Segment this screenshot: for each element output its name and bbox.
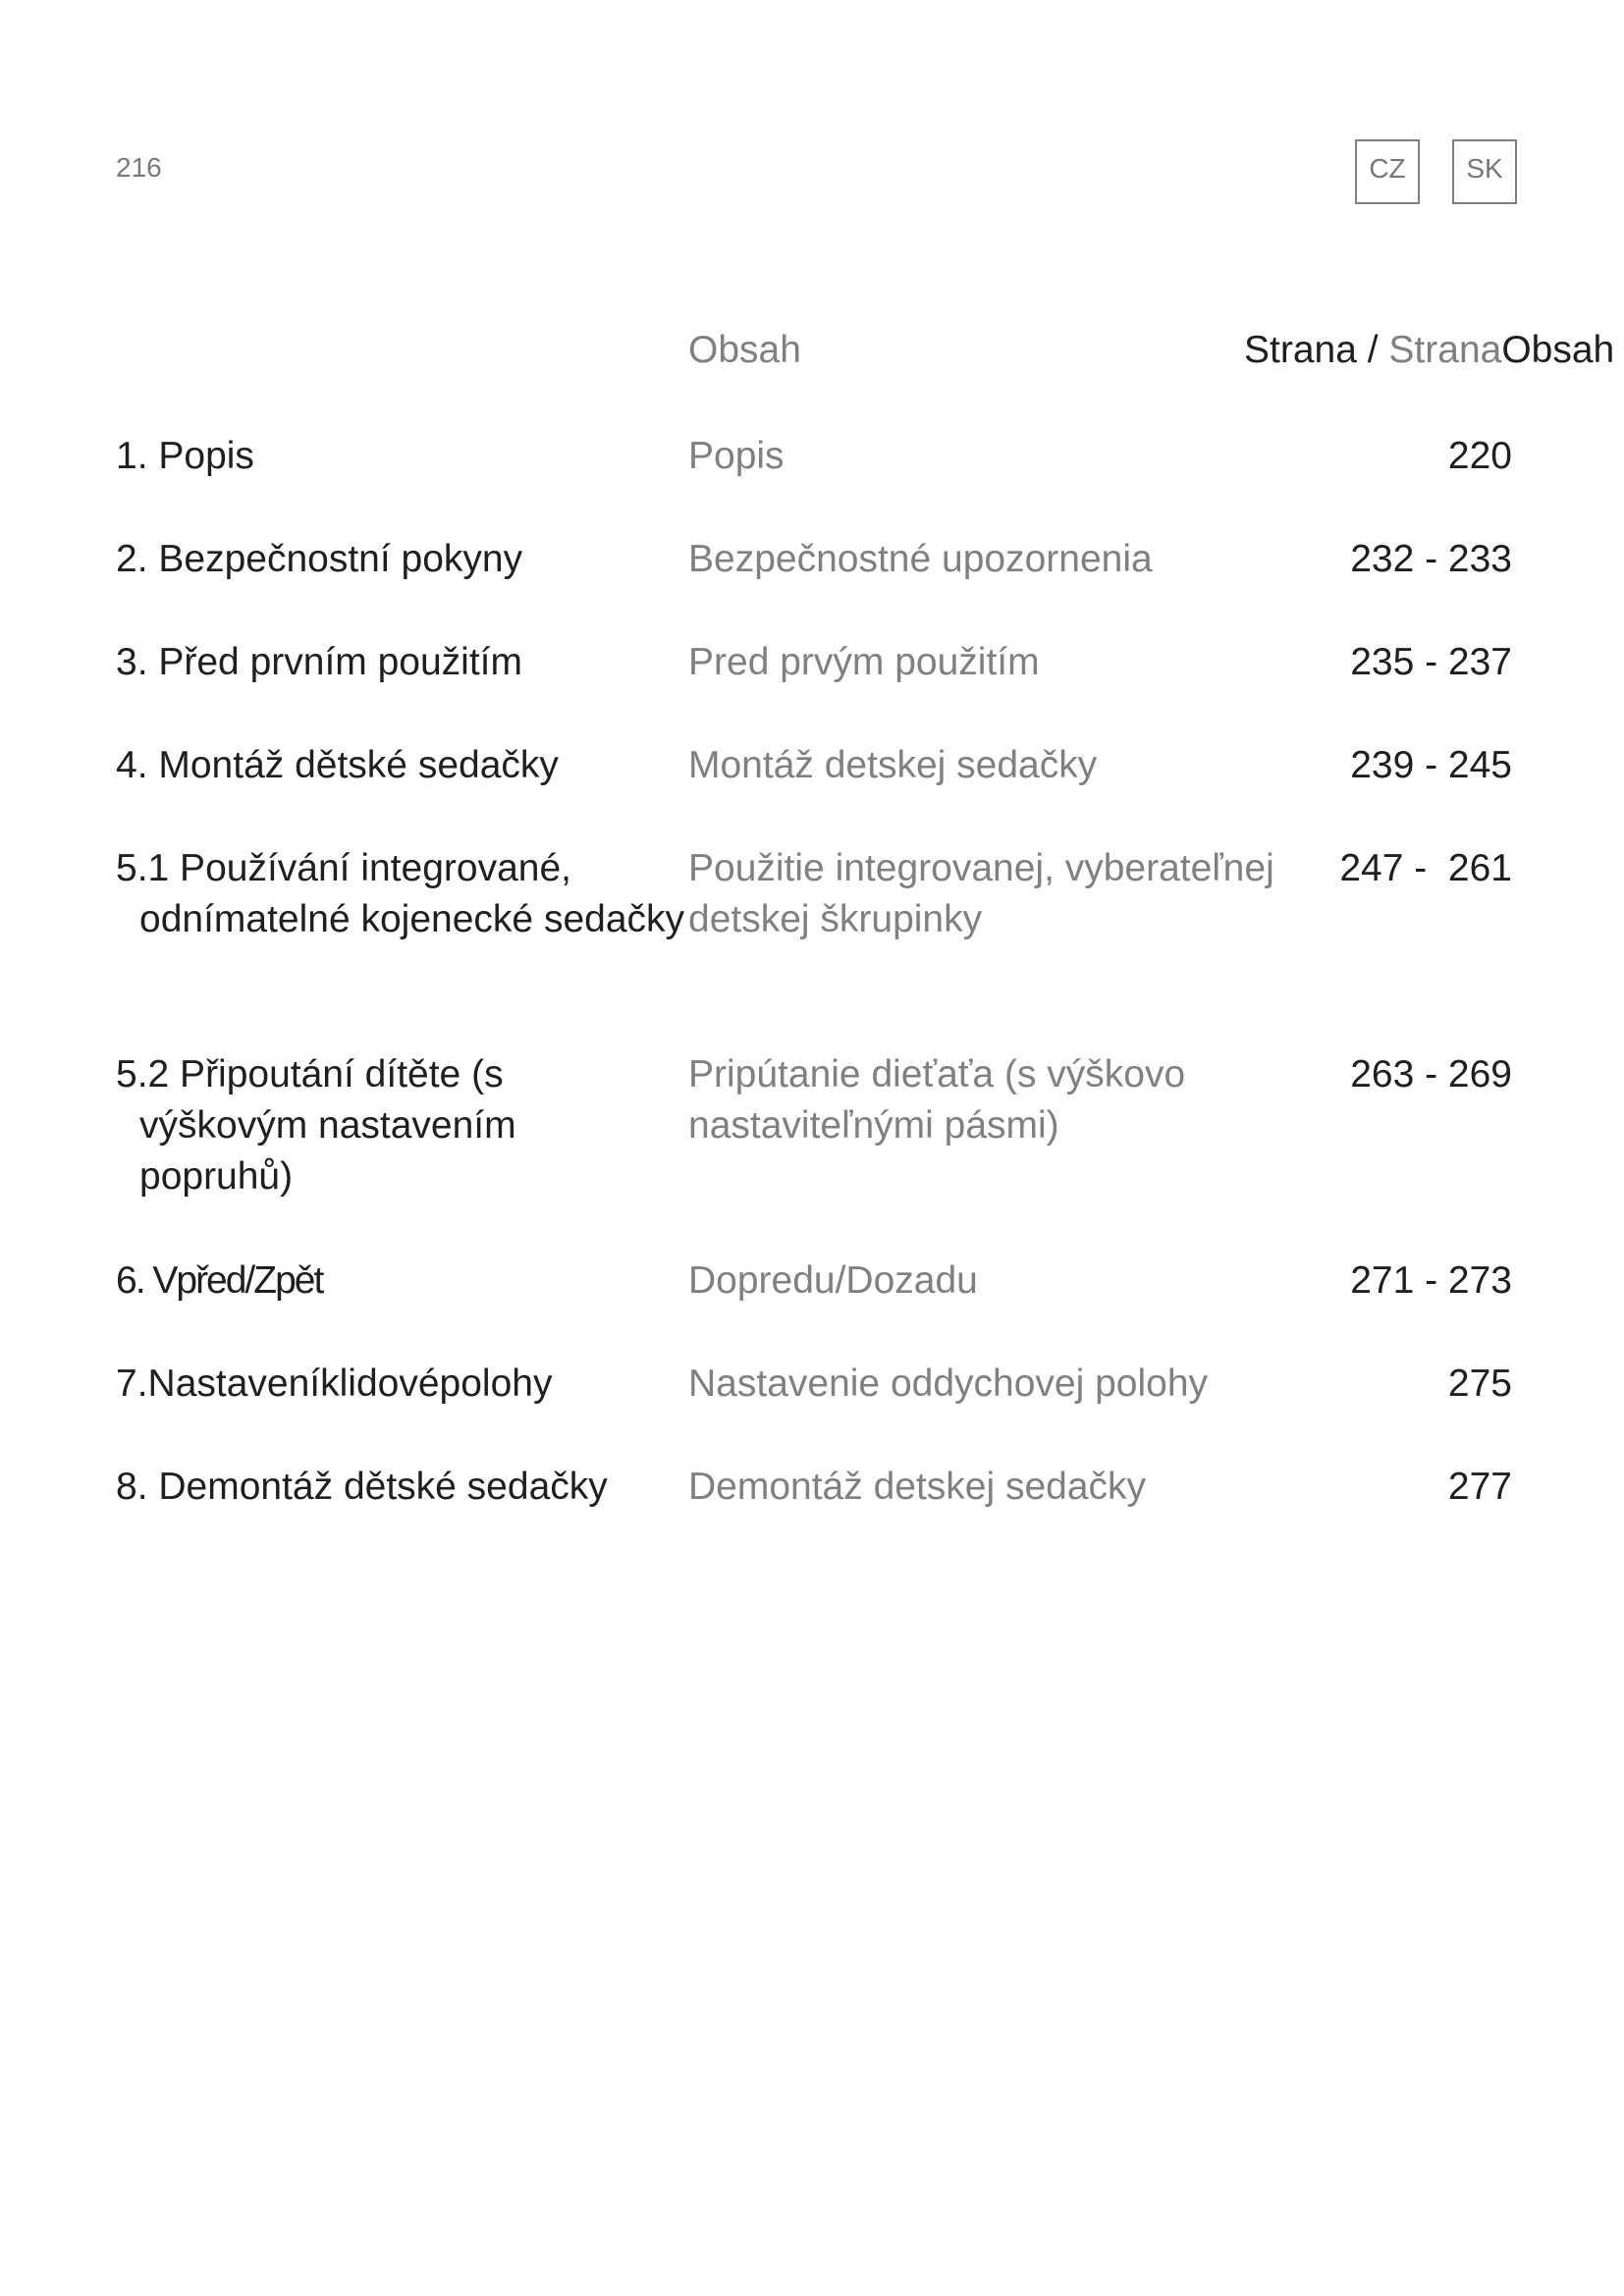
- toc-entry-sk: Nastavenie oddychovej polohy: [688, 1362, 1209, 1405]
- toc-entry-cz-text: 8. Demontáž dětské sedačky: [116, 1466, 608, 1508]
- toc-entry-cz-text: 4. Montáž dětské sedačky: [116, 744, 559, 786]
- toc-entry-pages: 220: [1447, 435, 1512, 477]
- language-tab-sk[interactable]: SK: [1452, 139, 1517, 204]
- toc-entry-pages: 247 - 261: [1339, 847, 1512, 889]
- toc-entry-cz-text: 5.2 Připoutání dítěte (s výškovým nastavením popruhů): [116, 1053, 516, 1198]
- toc-entry-pages: 271 - 273: [1350, 1259, 1512, 1302]
- toc-entry-cz: [116, 1359, 666, 1410]
- toc-entry-cz: [116, 740, 666, 791]
- toc-entry-cz: [116, 431, 666, 482]
- toc-entry-sk: Pred prvým použitím: [688, 641, 1040, 683]
- toc-entry-cz: [116, 1255, 666, 1307]
- toc-entry-sk: Demontáž detskej sedačky: [688, 1466, 1147, 1508]
- toc-entry-cz: [116, 637, 666, 688]
- toc-entry-cz: [116, 1462, 685, 1513]
- toc-entry-sk: Pripútanie dieťaťa (s výškovo nastaviteľnými pásmi): [688, 1053, 1186, 1147]
- toc-entry-cz-text: 5.1 Používání integrované, odnímatelné kojenecké sedačky: [116, 847, 685, 940]
- toc-entry-pages: 275: [1447, 1362, 1512, 1405]
- toc-entry-pages: 239 - 245: [1350, 744, 1512, 786]
- toc-entry-pages: 235 - 237: [1350, 641, 1512, 683]
- page-column-header: [1244, 329, 1615, 372]
- toc-entry-sk: Montáž detskej sedačky: [688, 744, 1098, 786]
- language-tab-cz[interactable]: CZ: [1355, 139, 1420, 204]
- toc-entry-cz-text: 3. Před prvním použitím: [116, 641, 522, 683]
- toc-entry-pages: 232 - 233: [1350, 538, 1512, 580]
- toc-entry-pages: 277: [1447, 1466, 1512, 1508]
- toc-entry-cz-text: 6. Vpřed/Zpět: [116, 1259, 323, 1302]
- toc-entry-pages: 263 - 269: [1350, 1053, 1512, 1095]
- page-header-cz: Strana /: [1244, 329, 1389, 371]
- toc-entry-cz: [116, 1049, 581, 1202]
- toc-entry-sk: Popis: [688, 435, 785, 477]
- toc-entry-cz-text: 2. Bezpečnostní pokyny: [116, 538, 523, 580]
- page-number: 216: [116, 152, 162, 183]
- toc-entry-cz: [116, 843, 689, 945]
- toc-title-sk: Obsah: [688, 329, 801, 371]
- toc-entry-cz-text: 1. Popis: [116, 435, 254, 477]
- toc-entry-sk: Dopredu/Dozadu: [688, 1259, 978, 1302]
- page-header-overflow: Obsah: [1501, 329, 1615, 371]
- toc-entry-sk: Bezpečnostné upozornenia: [688, 538, 1153, 580]
- toc-entry-cz-text: 7.Nastaveníklidovépolohy: [116, 1362, 553, 1405]
- toc-header: [0, 329, 1624, 378]
- toc-entry-sk: Použitie integrovanej, vyberateľnej detskej škrupinky: [688, 847, 1274, 940]
- page-header-sk: Strana: [1388, 329, 1502, 371]
- toc-entry-cz: [116, 534, 666, 585]
